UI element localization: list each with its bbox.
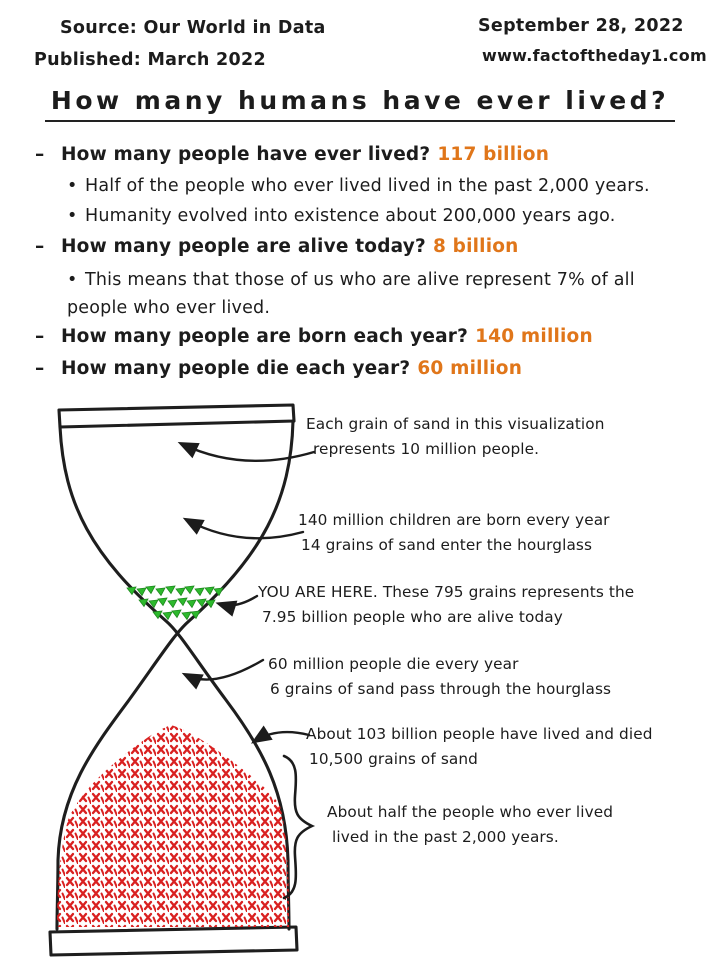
fact-humanity-evolved [67, 206, 616, 226]
hourglass-wall-left-to-right [60, 427, 289, 929]
arrow-lived-died [255, 732, 309, 741]
annotation-line: represents 10 million people. [313, 440, 540, 458]
annotation-line: Each grain of sand in this visualization [306, 415, 605, 433]
arrow-grain-scale [182, 444, 314, 461]
annotation-half-past-2000 [327, 800, 613, 850]
annotation-deaths [268, 652, 611, 702]
annotation-line: 7.95 billion people who are alive today [262, 608, 563, 626]
red-sand-pile [57, 725, 289, 927]
question-text: How many people die each year? [61, 358, 411, 379]
bullet-marker: • [67, 270, 78, 290]
answer-value: 117 billion [437, 144, 550, 165]
dash-marker: – [35, 236, 45, 257]
annotation-lived-and-died [306, 722, 653, 772]
annotation-line: 140 million children are born every year [298, 511, 610, 529]
dash-marker: – [35, 326, 45, 347]
brace-past-2000 [284, 756, 312, 898]
fact-text: Half of the people who ever lived lived in the past 2,000 years. [85, 176, 650, 196]
arrow-deaths [186, 660, 263, 680]
dash-marker: – [35, 358, 45, 379]
arrow-alive [220, 596, 257, 605]
annotation-line: 60 million people die every year [268, 655, 519, 673]
fact-text: Humanity evolved into existence about 200,000 years ago. [85, 206, 616, 226]
question-text: How many people are born each year? [61, 326, 469, 347]
answer-value: 60 million [417, 358, 523, 379]
question-text: How many people have ever lived? [61, 144, 431, 165]
dash-marker: – [35, 144, 45, 165]
published-label: Published: March 2022 [34, 50, 266, 70]
qa-die-each-year [35, 358, 522, 379]
annotation-you-are-here [258, 580, 634, 630]
annotation-grain-scale [306, 412, 605, 462]
fact-seven-percent [67, 266, 679, 322]
bullet-marker: • [67, 206, 78, 226]
qa-ever-lived [35, 144, 549, 165]
annotation-line: YOU ARE HERE. These 795 grains represents the [258, 583, 635, 601]
answer-value: 8 billion [432, 236, 519, 257]
qa-born-each-year [35, 326, 593, 347]
annotation-line: 10,500 grains of sand [309, 750, 478, 768]
annotation-line: lived in the past 2,000 years. [332, 828, 559, 846]
annotation-births [298, 508, 610, 558]
hourglass-outline [50, 405, 297, 955]
source-label: Source: Our World in Data [60, 18, 326, 38]
arrow-births [187, 520, 303, 538]
annotation-line: 14 grains of sand enter the hourglass [301, 536, 593, 554]
answer-value: 140 million [475, 326, 593, 347]
annotation-line: About 103 billion people have lived and died [306, 725, 653, 743]
date-label: September 28, 2022 [478, 16, 684, 36]
question-text: How many people are alive today? [61, 236, 426, 257]
green-sand-grains [127, 586, 223, 620]
page-title: How many humans have ever lived? [0, 86, 720, 122]
hourglass-top-rim [59, 405, 294, 427]
annotation-line: 6 grains of sand pass through the hourglass [270, 680, 612, 698]
hourglass-base-rim [50, 927, 297, 955]
bullet-marker: • [67, 176, 78, 196]
website-label: www.factoftheday1.com [482, 46, 707, 65]
fact-half-past-2000 [67, 176, 650, 196]
annotation-line: About half the people who ever lived [327, 803, 614, 821]
qa-alive-today [35, 236, 519, 257]
hourglass-wall-right-to-left [57, 421, 293, 929]
fact-text: This means that those of us who are alive represent 7% of all people who ever lived. [67, 270, 635, 318]
